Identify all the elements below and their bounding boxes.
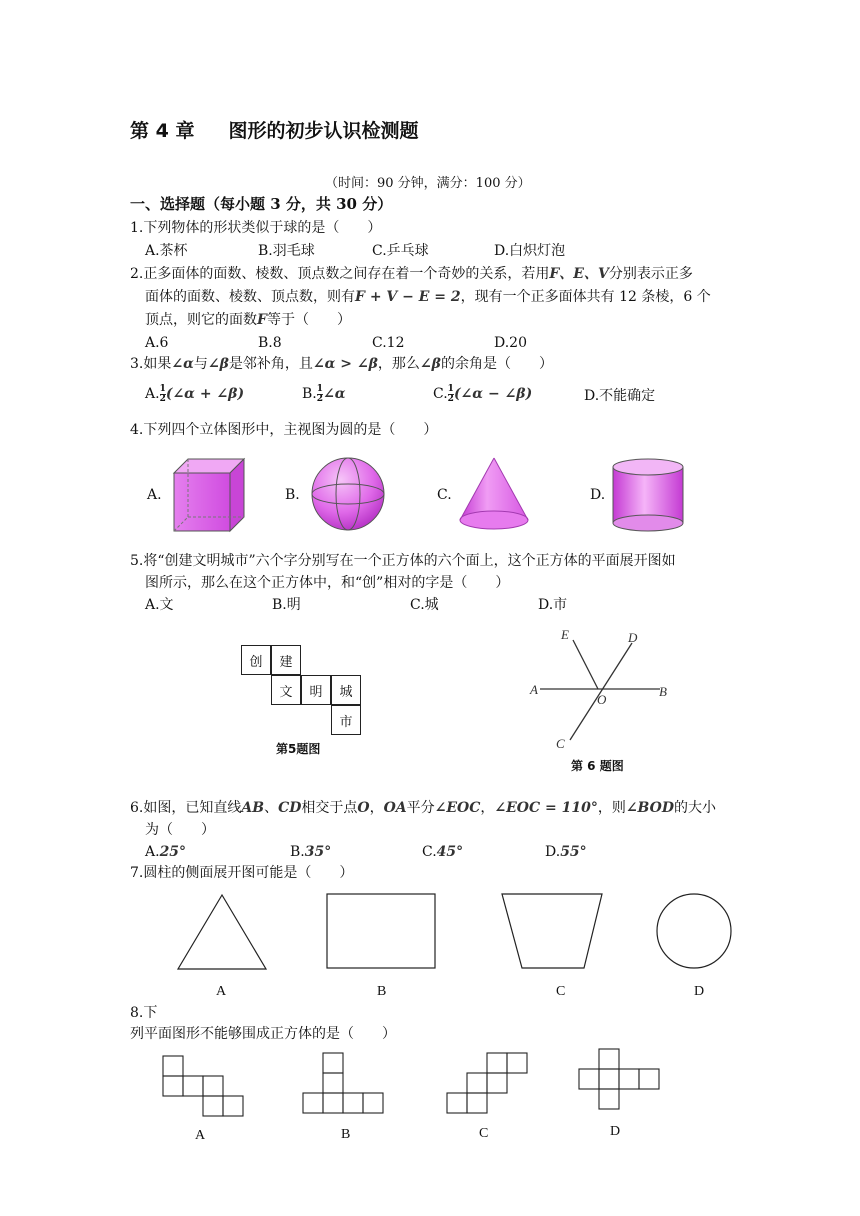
trapezoid-option-figure: [500, 893, 604, 969]
question-5-line-2: 图所示，那么在这个正方体中，和“创”相对的字是（ ）: [145, 575, 510, 591]
cylinder-figure: [610, 457, 686, 533]
question-6-line-2: 为（ ）: [145, 822, 215, 838]
figure-5-caption: 第5题图: [276, 742, 321, 756]
q3-option-b: B. $\frac{1}{2}$ ∠α: [302, 383, 346, 404]
rectangle-option-figure: [326, 893, 436, 969]
q4-option-d: D.: [590, 487, 606, 503]
net-cell: 建: [271, 645, 301, 675]
q2-option-b: B.8: [258, 335, 282, 351]
q5-option-d: D.市: [538, 597, 568, 613]
label-c: C: [556, 736, 565, 751]
q2-option-a: A.6: [145, 335, 169, 351]
q1-option-a: A.茶杯: [145, 243, 188, 259]
question-5-line-1: 5.将“创建文明城市”六个字分别写在一个正方体的六个面上，这个正方体的平面展开图如: [130, 553, 676, 569]
q2-option-d: D.20: [494, 335, 527, 351]
q6-option-c: C.45°: [422, 844, 464, 860]
q3-option-c: C. $\frac{1}{2}$ (∠α − ∠β): [433, 383, 533, 404]
q5-option-c: C.城: [410, 597, 439, 613]
q8-label-d: D: [610, 1124, 621, 1139]
intersecting-lines-figure: [520, 620, 680, 760]
q7-label-b: B: [377, 984, 387, 999]
q4-option-a: A.: [147, 487, 162, 503]
net-cell: 创: [241, 645, 271, 675]
net-option-b-figure: [302, 1052, 388, 1116]
question-3-stem: 3.如果∠α与∠β是邻补角，且∠α > ∠β，那么∠β的余角是（ ）: [130, 356, 553, 372]
q3-option-a: A. $\frac{1}{2}$ (∠α + ∠β): [145, 383, 245, 404]
exam-info: （时间：90 分钟，满分：100 分）: [325, 176, 531, 191]
label-a: A: [530, 682, 538, 697]
triangle-option-figure: [176, 893, 268, 971]
q5-option-b: B.明: [272, 597, 301, 613]
label-o: O: [597, 692, 607, 707]
q1-option-c: C.乒乓球: [372, 243, 429, 259]
q1-option-b: B.羽毛球: [258, 243, 315, 259]
question-4-stem: 4.下列四个立体图形中，主视图为圆的是（ ）: [130, 422, 438, 438]
circle-option-figure: [655, 892, 735, 970]
q3-option-d: D.不能确定: [584, 388, 656, 404]
q6-option-a: A.25°: [145, 844, 187, 860]
question-7-stem: 7.圆柱的侧面展开图可能是（ ）: [130, 865, 354, 881]
q8-label-c: C: [479, 1126, 489, 1141]
question-6-line-1: 6.如图，已知直线AB、CD相交于点O，OA平分∠EOC，∠EOC = 110°，则∠BOD的大小: [130, 800, 716, 816]
q4-option-b: B.: [285, 487, 300, 503]
question-8-line-2: 列平面图形不能够围成正方体的是（ ）: [130, 1026, 396, 1042]
net-option-d-figure: [578, 1048, 664, 1112]
label-d: D: [628, 630, 638, 645]
q1-option-d: D.白炽灯泡: [494, 243, 566, 259]
cone-figure: [456, 456, 532, 532]
net-cell: 明: [301, 675, 331, 705]
sphere-figure: [308, 456, 388, 532]
q8-label-b: B: [341, 1127, 351, 1142]
net-cell: 城: [331, 675, 361, 705]
question-2-line-1: 2.正多面体的面数、棱数、顶点数之间存在着一个奇妙的关系，若用F、E、V分别表示正多: [130, 266, 693, 282]
net-cell: 市: [331, 705, 361, 735]
page-title: 第 4 章 图形的初步认识检测题: [130, 120, 419, 142]
q4-option-c: C.: [437, 487, 452, 503]
net-option-a-figure: [162, 1055, 248, 1121]
q7-label-a: A: [216, 984, 227, 999]
question-8-line-1: 8.下: [130, 1005, 158, 1021]
q5-option-a: A.文: [145, 597, 174, 613]
label-b: B: [659, 684, 667, 699]
q8-label-a: A: [195, 1128, 206, 1143]
figure-6-caption: 第 6 题图: [571, 759, 624, 773]
label-e: E: [561, 627, 569, 642]
net-option-c-figure: [446, 1052, 532, 1116]
q6-option-b: B.35°: [290, 844, 332, 860]
q7-label-d: D: [694, 984, 705, 999]
net-cell: 文: [271, 675, 301, 705]
question-2-line-2: 面体的面数、棱数、顶点数，则有F + V − E = 2，现有一个正多面体共有 12 条棱，6 个: [145, 289, 711, 305]
cube-figure: [170, 455, 250, 535]
section-heading: 一、选择题（每小题 3 分，共 30 分）: [130, 195, 393, 213]
question-1-stem: 1.下列物体的形状类似于球的是（ ）: [130, 220, 382, 236]
question-2-line-3: 顶点，则它的面数F等于（ ）: [145, 312, 351, 328]
q7-label-c: C: [556, 984, 566, 999]
q2-option-c: C.12: [372, 335, 405, 351]
q6-option-d: D.55°: [545, 844, 587, 860]
